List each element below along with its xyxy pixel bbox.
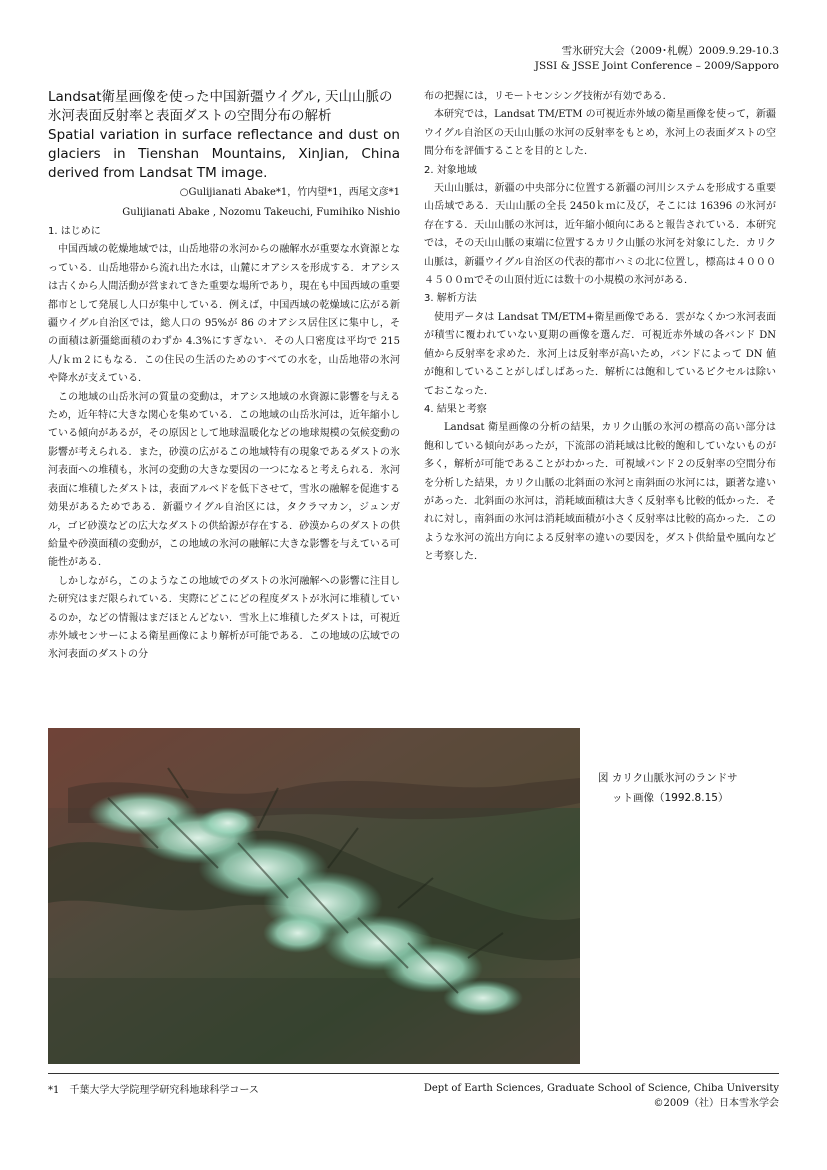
- authors-japanese: ○Gulijianati Abake*1，竹内望*1，西尾文彦*1: [179, 187, 400, 198]
- paragraph: 使用データは Landsat TM/ETM+衛星画像である．雲がなくかつ氷河表面が積雪に覆われていない夏期の画像を選んだ．可視近赤外域の各バンド DN 値から反射率を求めた．氷河上は反射率が高いため，バンドによって DN 値が飽和していることがしばしばあった．解析には飽和しているピクセルは除いておこなった．: [424, 311, 776, 397]
- figure-caption-line2: ット画像（1992.8.15）: [612, 792, 729, 804]
- paragraph: しかしながら，このようなこの地域でのダストの氷河融解への影響に注目した研究はまだ限られている．実際にどこにどの程度ダストが氷河に堆積しているのか，などの情報はまだほとんどない．雪氷上に堆積したダストは，可視近赤外域センサーによる衛星画像により解析が可能である．この地域の広域での氷河表面のダストの分: [48, 575, 400, 661]
- section-heading-methods: 3. 解析方法: [424, 293, 477, 305]
- conference-header-ja: 雪氷研究大会（2009･札幌）2009.9.29-10.3: [561, 45, 779, 57]
- conference-header-en: JSSI & JSSE Joint Conference – 2009/Sapporo: [534, 60, 779, 72]
- figure-caption: [598, 768, 788, 808]
- title-english: Spatial variation in surface reflectance and dust on glaciers in Tienshan Mountains, XinJian, China derived from Landsat TM image.: [48, 127, 400, 181]
- footnote-affiliation-ja: *1 千葉大学大学院理学研究科地球科学コース: [48, 1085, 259, 1096]
- landsat-satellite-image: [48, 728, 580, 1064]
- paragraph: 中国西域の乾燥地域では，山岳地帯の氷河からの融解水が重要な水資源となっている．山岳地帯から流れ出た水は，山麓にオアシスを形成する．オアシスは古くから人間活動が営まれてきた重要な場所であり，現在も中国西域の重要都市として発展し人口が集中している．例えば，中国西域の乾燥域に広がる新疆ウイグル自治区では，総人口の 95%が 86 のオアシス居住区に集中し，その面積は新彊総面積のわずか 4.3%にすぎない．その人口密度は平均で 215 人/ｋｍ２にもなる．この住民の生活のためのすべての水を，山岳地帯の氷河や降水が支えている．: [48, 244, 400, 385]
- satellite-image-graphic: [48, 728, 580, 1064]
- section-heading-results: 4. 結果と考察: [424, 403, 487, 415]
- figure-caption-line1: 図 カリク山脈氷河のランドサ: [598, 772, 738, 784]
- paragraph: この地域の山岳氷河の質量の変動は，オアシス地域の水資源に影響を与えるため，近年特に大きな関心を集めている．この地域の山岳氷河は，近年縮小している傾向があるが，その原因として地球温暖化などの地球規模の気候変動の影響が考えられる．また，砂漠の広がるこの地域特有の現象であるダストの氷河表面への堆積も，氷河の変動の大きな要因の一つになると考えられる．氷河表面に堆積したダストは，表面アルベドを低下させて，雪氷の融解を促進する効果があるためである．新疆ウイグル自治区には，タクラマカン，ジュンガル，ゴビ砂漠などの広大なダストの供給源が存在する．砂漠からのダストの供給量や砂漠面積の変動が，この地域の氷河の融解に大きな影響を与えている可能性がある．: [48, 391, 400, 569]
- footnote-affiliation-en: [424, 1081, 779, 1111]
- paragraph: 天山山脈は，新疆の中央部分に位置する新疆の河川システムを形成する重要山岳域である．天山山脈の全長 2450ｋｍに及び，そこには 16396 の氷河が存在する．天山山脈の氷河は，近年縮小傾向にあると報告されている．本研究では，その天山山脈の東端に位置するカリク山脈の氷河を対象にした．カリク山脈は，新疆ウイグル自治区の代表的都市ハミの北に位置し，標高は４０００ ４５００ｍでその山頂付近には数十の小規模の氷河がある．: [424, 183, 776, 287]
- paragraph: 本研究では，Landsat TM/ETM の可視近赤外域の衛星画像を使って，新疆ウイグル自治区の天山山脈の氷河の反射率をもとめ，氷河上の表面ダストの空間分布を評価することを目的とした．: [424, 109, 776, 158]
- paragraph: Landsat 衛星画像の分析の結果，カリク山脈の氷河の標高の高い部分は飽和している傾向があったが，下流部の消耗域は比較的飽和していないものが多く，解析が可能であることがわかった．可視域バンド２の反射率の空間分布を分析した結果，カリク山脈の北斜面の氷河と南斜面の氷河には，顕著な違いがあった．北斜面の氷河は，消耗域面積は大きく反射率も比較的低かった．それに対し，南斜面の氷河は消耗域面積が小さく反射率は比較的高かった．このような氷河の流出方向による反射率の違いの要因を，ダスト供給量や風向などと考察した．: [424, 422, 776, 563]
- footnote-affiliation-en-line: Dept of Earth Sciences, Graduate School of Science, Chiba University: [423, 1083, 779, 1094]
- paragraph: 布の把握には，リモートセンシング技術が有効である．: [424, 91, 673, 102]
- section-heading-introduction: 1. はじめに: [48, 226, 101, 237]
- section-heading-study-area: 2. 対象地域: [424, 164, 477, 176]
- copyright-notice: ©2009（社）日本雪氷学会: [653, 1098, 779, 1109]
- authors-english: Gulijianati Abake , Nozomu Takeuchi, Fumihiko Nishio: [122, 207, 400, 218]
- title-japanese: Landsat衛星画像を使った中国新彊ウイグル, 天山山脈の氷河表面反射率と表面ダストの空間分布の解析: [48, 89, 393, 124]
- right-column: [424, 88, 776, 567]
- left-column: [48, 88, 400, 665]
- conference-header: [535, 44, 779, 74]
- footer-divider: [48, 1073, 779, 1074]
